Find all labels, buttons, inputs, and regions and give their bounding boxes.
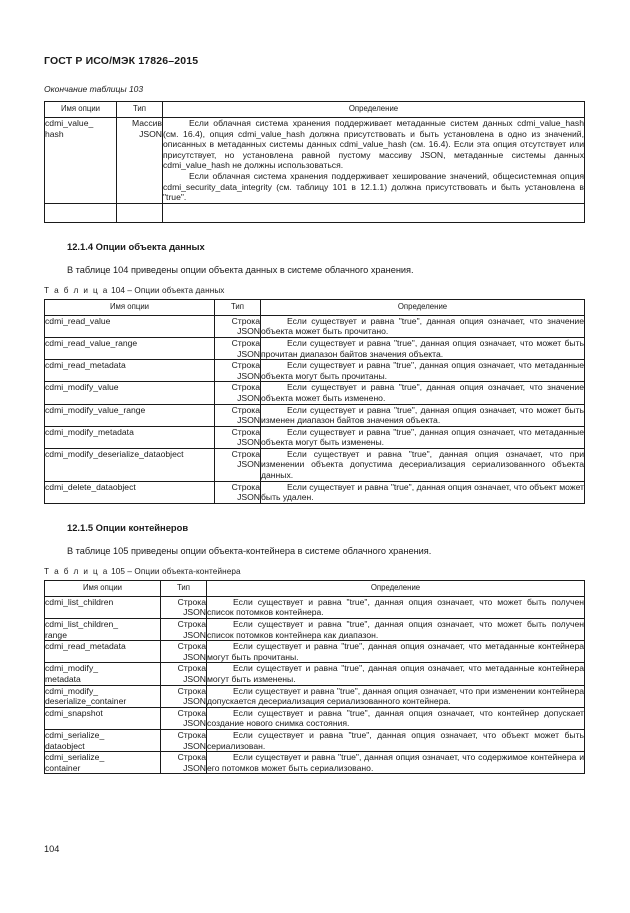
table-row	[45, 752, 585, 774]
table-header-row	[45, 580, 585, 596]
cell-definition: Если существует и равна "true", данная опция означает, что значение объекта может быть изменено.	[261, 382, 584, 403]
table-header-row	[45, 299, 585, 315]
cell-type: Строка JSON	[161, 596, 207, 618]
cell-definition	[163, 118, 585, 204]
table-104-body	[45, 315, 585, 503]
cell-option-name: cdmi_value_ hash	[45, 118, 117, 204]
cell-empty-definition	[163, 203, 585, 222]
table-row	[45, 426, 585, 448]
cell-option-name: cdmi_modify_value_range	[45, 404, 215, 426]
column-header-type: Тип	[161, 580, 207, 596]
cell-definition: Если существует и равна "true", данная опция означает, что метаданные объекта могут быть изменены.	[261, 426, 584, 448]
column-header-definition: Определение	[207, 580, 585, 596]
cell-type: Строка JSON	[161, 641, 207, 663]
column-header-option-name: Имя опции	[45, 580, 161, 596]
cell-definition: Если существует и равна "true", данная опция означает, что может быть прочитан диапазон байтов значения объекта.	[261, 337, 584, 359]
column-header-definition: Определение	[163, 102, 585, 118]
table-row	[45, 337, 585, 359]
page-content	[44, 55, 584, 774]
cell-option-name: cdmi_read_metadata	[45, 360, 215, 382]
cell-type: Строка JSON	[215, 448, 261, 481]
cell-option-name: cdmi_serialize_ container	[45, 752, 161, 774]
cell-definition: Если существует и равна "true", данная опция означает, что может быть изменен диапазон байтов значения объекта.	[261, 404, 584, 426]
cell-option-name: cdmi_list_children_ range	[45, 619, 161, 641]
column-header-option-name: Имя опции	[45, 299, 215, 315]
cell-type: Строка JSON	[215, 404, 261, 426]
cell-type: Строка JSON	[215, 337, 261, 359]
cell-definition: Если существует и равна "true", данная опция означает, что объект может быть сериализован.	[207, 729, 584, 751]
cell-type: Строка JSON	[215, 360, 261, 382]
cell-definition: Если существует и равна "true", данная опция означает, что может быть получен список потомков контейнера.	[207, 596, 584, 618]
table-104-caption-rest: 104 – Опции объекта данных	[111, 285, 225, 295]
table-row	[45, 118, 585, 204]
cell-type: Массив JSON	[117, 118, 163, 204]
table-row	[45, 663, 585, 685]
section-heading-12-1-4: 12.1.4 Опции объекта данных	[67, 240, 205, 252]
cell-empty-type	[117, 203, 163, 222]
table-105-caption-rest: 105 – Опции объекта-контейнера	[111, 566, 241, 576]
cell-definition: Если существует и равна "true", данная опция означает, что объект может быть удален.	[261, 481, 584, 503]
table-row	[45, 707, 585, 729]
section-paragraph-12-1-4: В таблице 104 приведены опции объекта данных в системе облачного хранения.	[67, 264, 414, 275]
definition-paragraph-1: Если облачная система хранения поддерживает метаданные систем данных cdmi_value_hash (см. 16.4), опция cdmi_value_hash должна присутствовать и быть установлена в одно из значений, описанных в метаданных системы данных cdmi_value_hash (см. 16.4). Если эта опция отсутствует или присутствует, но установлена равной пустому массиву JSON, метаданные системы данных cdmi_value_hash не должны использоваться.	[163, 118, 584, 171]
table-row	[45, 685, 585, 707]
table-103	[44, 101, 585, 223]
cell-option-name: cdmi_serialize_ dataobject	[45, 729, 161, 751]
table-103-caption: Окончание таблицы 103	[44, 84, 144, 94]
table-105-body	[45, 596, 585, 774]
cell-definition: Если существует и равна "true", данная опция означает, что при изменении объекта допустима десериализация сериализованного объекта данных.	[261, 448, 584, 481]
column-header-definition: Определение	[261, 299, 585, 315]
cell-type: Строка JSON	[215, 481, 261, 503]
table-104-caption-prefix: Т а б л и ц а	[44, 285, 109, 295]
cell-option-name: cdmi_read_value	[45, 315, 215, 337]
cell-definition: Если существует и равна "true", данная опция означает, что при изменении контейнера допускается десериализация сериализованного контейнера.	[207, 685, 584, 707]
column-header-option-name: Имя опции	[45, 102, 117, 118]
cell-option-name: cdmi_read_metadata	[45, 641, 161, 663]
table-header-row	[45, 102, 585, 118]
column-header-type: Тип	[117, 102, 163, 118]
page-number: 104	[44, 844, 60, 854]
table-row	[45, 641, 585, 663]
cell-option-name: cdmi_delete_dataobject	[45, 481, 215, 503]
cell-option-name: cdmi_read_value_range	[45, 337, 215, 359]
table-row	[45, 619, 585, 641]
table-row	[45, 448, 585, 481]
section-heading-12-1-5: 12.1.5 Опции контейнеров	[67, 521, 189, 533]
cell-type: Строка JSON	[215, 426, 261, 448]
cell-empty-option	[45, 203, 117, 222]
cell-definition: Если существует и равна "true", данная опция означает, что может быть получен список потомков контейнера как диапазон.	[207, 619, 584, 640]
cell-type: Строка JSON	[161, 685, 207, 707]
cell-option-name: cdmi_modify_ metadata	[45, 663, 161, 685]
table-row	[45, 382, 585, 404]
cell-option-name: cdmi_snapshot	[45, 707, 161, 729]
definition-paragraph-2: Если облачная система хранения поддерживает хеширование значений, общесистемная опция cdmi_security_data_integrity (см. таблицу 101 в 12.1.1) должна присутствовать и быть установлена в "true".	[163, 170, 584, 203]
table-row	[45, 729, 585, 751]
table-105-caption-prefix: Т а б л и ц а	[44, 566, 109, 576]
cell-definition: Если существует и равна "true", данная опция означает, что метаданные объекта могут быть прочитаны.	[261, 360, 584, 381]
table-105-caption	[44, 566, 584, 577]
cell-type: Строка JSON	[161, 707, 207, 729]
cell-type: Строка JSON	[161, 752, 207, 774]
column-header-type: Тип	[215, 299, 261, 315]
cell-option-name: cdmi_list_children	[45, 596, 161, 618]
cell-option-name: cdmi_modify_ deserialize_container	[45, 685, 161, 707]
table-row	[45, 596, 585, 618]
table-104-caption	[44, 285, 584, 296]
table-row	[45, 360, 585, 382]
cell-option-name: cdmi_modify_value	[45, 382, 215, 404]
cell-definition: Если существует и равна "true", данная опция означает, что метаданные контейнера могут быть изменены.	[207, 663, 584, 684]
cell-definition: Если существует и равна "true", данная опция означает, что метаданные контейнера могут быть прочитаны.	[207, 641, 584, 662]
standard-header: ГОСТ Р ИСО/МЭК 17826–2015	[44, 55, 199, 67]
cell-option-name: cdmi_modify_deserialize_dataobject	[45, 448, 215, 481]
table-row	[45, 315, 585, 337]
section-paragraph-12-1-5: В таблице 105 приведены опции объекта-контейнера в системе облачного хранения.	[67, 545, 432, 556]
table-row-spacer	[45, 203, 585, 222]
cell-type: Строка JSON	[215, 315, 261, 337]
cell-definition: Если существует и равна "true", данная опция означает, что значение объекта может быть прочитано.	[261, 315, 584, 337]
table-row	[45, 481, 585, 503]
cell-definition: Если существует и равна "true", данная опция означает, что содержимое контейнера и его потомков может быть сериализовано.	[207, 752, 584, 773]
cell-type: Строка JSON	[161, 729, 207, 751]
table-row	[45, 404, 585, 426]
cell-type: Строка JSON	[161, 663, 207, 685]
cell-type: Строка JSON	[161, 619, 207, 641]
cell-definition: Если существует и равна "true", данная опция означает, что контейнер допускает создание нового снимка состояния.	[207, 707, 584, 729]
cell-option-name: cdmi_modify_metadata	[45, 426, 215, 448]
table-105	[44, 580, 585, 775]
cell-type: Строка JSON	[215, 382, 261, 404]
table-104	[44, 299, 585, 504]
